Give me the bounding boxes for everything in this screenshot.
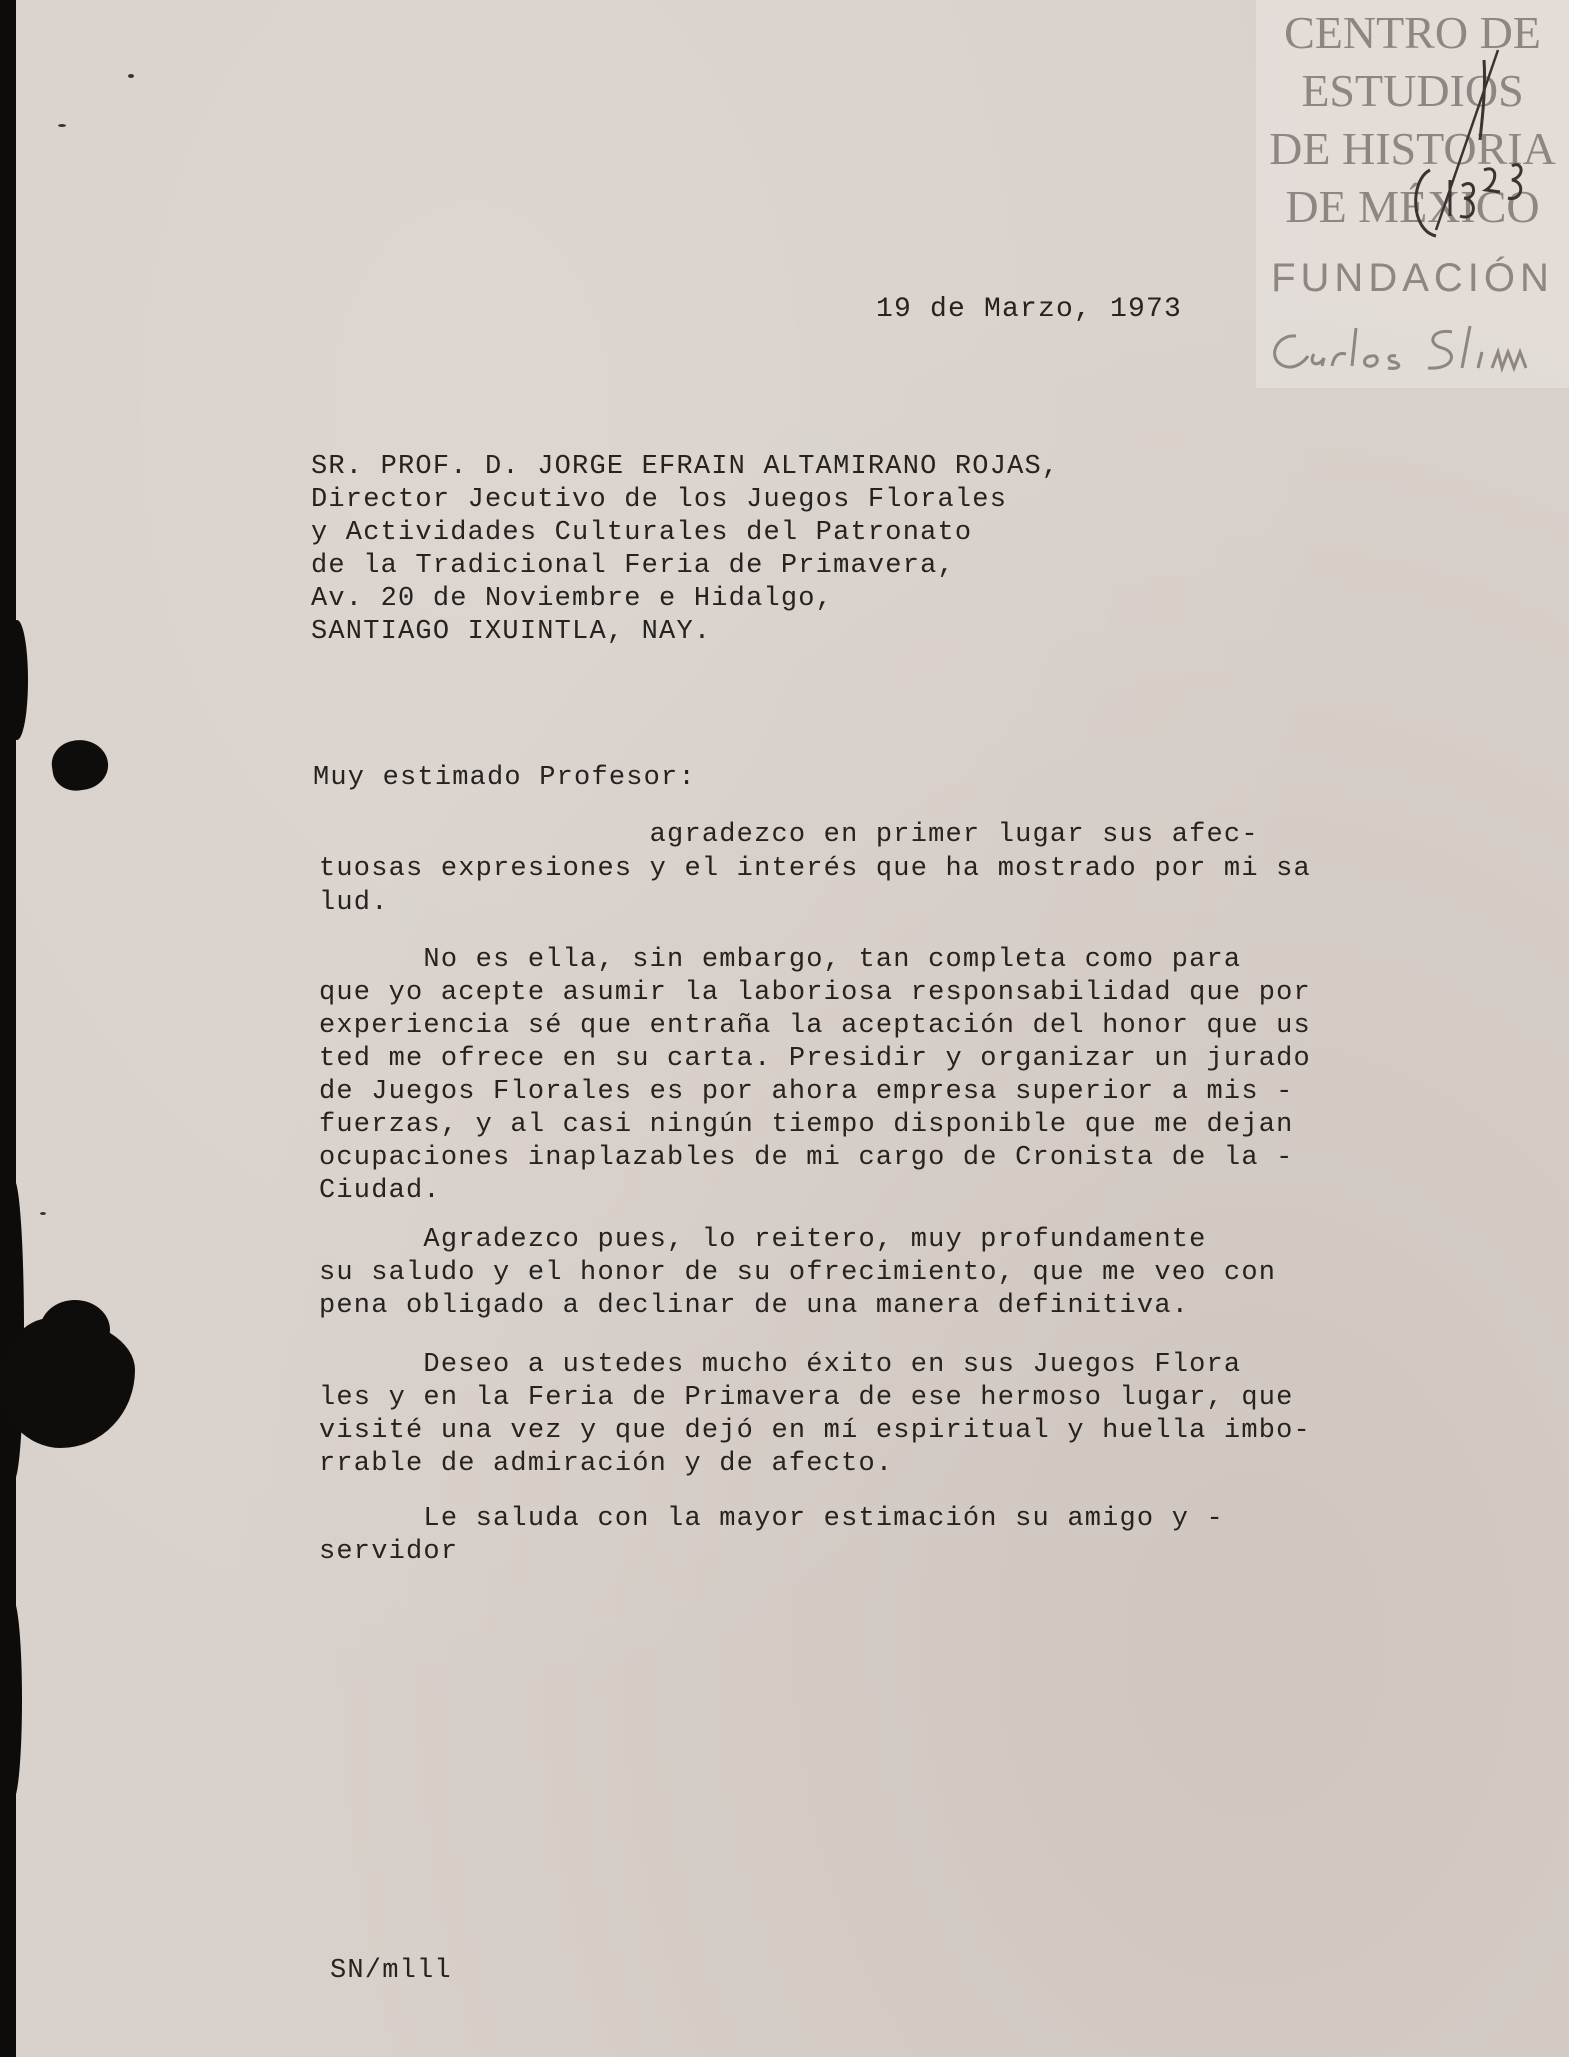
body-line: de Juegos Florales es por ahora empresa superior a mis - xyxy=(319,1077,1294,1107)
address-line: Director Jecutivo de los Juegos Florales xyxy=(311,485,1008,515)
body-line: servidor xyxy=(319,1537,459,1567)
body-line: les y en la Feria de Primavera de ese hermoso lugar, que xyxy=(319,1383,1294,1413)
body-line: fuerzas, y al casi ningún tiempo disponible que me dejan xyxy=(319,1110,1294,1140)
body-line: ocupaciones inaplazables de mi cargo de Cronista de la - xyxy=(319,1143,1294,1173)
body-line: agradezco en primer lugar sus afec- xyxy=(319,820,1259,850)
body-line: tuosas expresiones y el interés que ha mostrado por mi sa xyxy=(319,854,1311,884)
paper-damage-hole xyxy=(0,1318,135,1448)
stamp-foundation: FUNDACIÓN xyxy=(1271,256,1554,300)
body-line: que yo acepte asumir la laboriosa responsabilidad que por xyxy=(319,978,1311,1008)
body-line: rrable de admiración y de afecto. xyxy=(319,1449,894,1479)
body-line: ted me ofrece en su carta. Presidir y organizar un jurado xyxy=(319,1044,1311,1074)
paper-speck xyxy=(128,74,134,78)
paper-speck xyxy=(40,1212,46,1215)
edge-tear xyxy=(4,1600,22,1800)
address-line: Av. 20 de Noviembre e Hidalgo, xyxy=(311,584,834,614)
address-line: SR. PROF. D. JORGE EFRAIN ALTAMIRANO ROJAS, xyxy=(311,452,1060,482)
edge-tear xyxy=(6,620,28,740)
stamp-line: CENTRO DE xyxy=(1284,7,1541,58)
address-line: de la Tradicional Feria de Primavera, xyxy=(311,551,955,581)
paper-speck xyxy=(58,124,66,127)
body-line: Ciudad. xyxy=(319,1176,441,1206)
body-line: su saludo y el honor de su ofrecimiento, que me veo con xyxy=(319,1258,1277,1288)
body-line: pena obligado a declinar de una manera definitiva. xyxy=(319,1291,1190,1321)
salutation: Muy estimado Profesor: xyxy=(313,763,696,793)
stamp-line: DE MÉXICO xyxy=(1285,181,1540,232)
address-line: SANTIAGO IXUINTLA, NAY. xyxy=(311,617,712,647)
letter-date: 19 de Marzo, 1973 xyxy=(876,294,1183,325)
stamp-signature-logo xyxy=(1256,314,1569,384)
body-line: experiencia sé que entraña la aceptación del honor que us xyxy=(319,1011,1311,1041)
address-line: y Actividades Culturales del Patronato xyxy=(311,518,973,548)
paper-damage-hole xyxy=(49,736,111,793)
reference-initials: SN/mlll xyxy=(330,1956,452,1986)
body-line: No es ella, sin embargo, tan completa como para xyxy=(319,945,1242,975)
stamp-line: ESTUDIOS xyxy=(1301,65,1524,116)
stamp-line: DE HISTORIA xyxy=(1269,123,1556,174)
body-line: Deseo a ustedes mucho éxito en sus Juegos Flora xyxy=(319,1350,1242,1380)
handwritten-archive-mark xyxy=(1380,40,1530,250)
body-line: Agradezco pues, lo reitero, muy profundamente xyxy=(319,1225,1207,1255)
body-line: Le saluda con la mayor estimación su amigo y - xyxy=(319,1504,1224,1534)
body-line: lud. xyxy=(319,888,389,918)
body-line: visité una vez y que dejó en mí espiritual y huella imbo- xyxy=(319,1416,1311,1446)
